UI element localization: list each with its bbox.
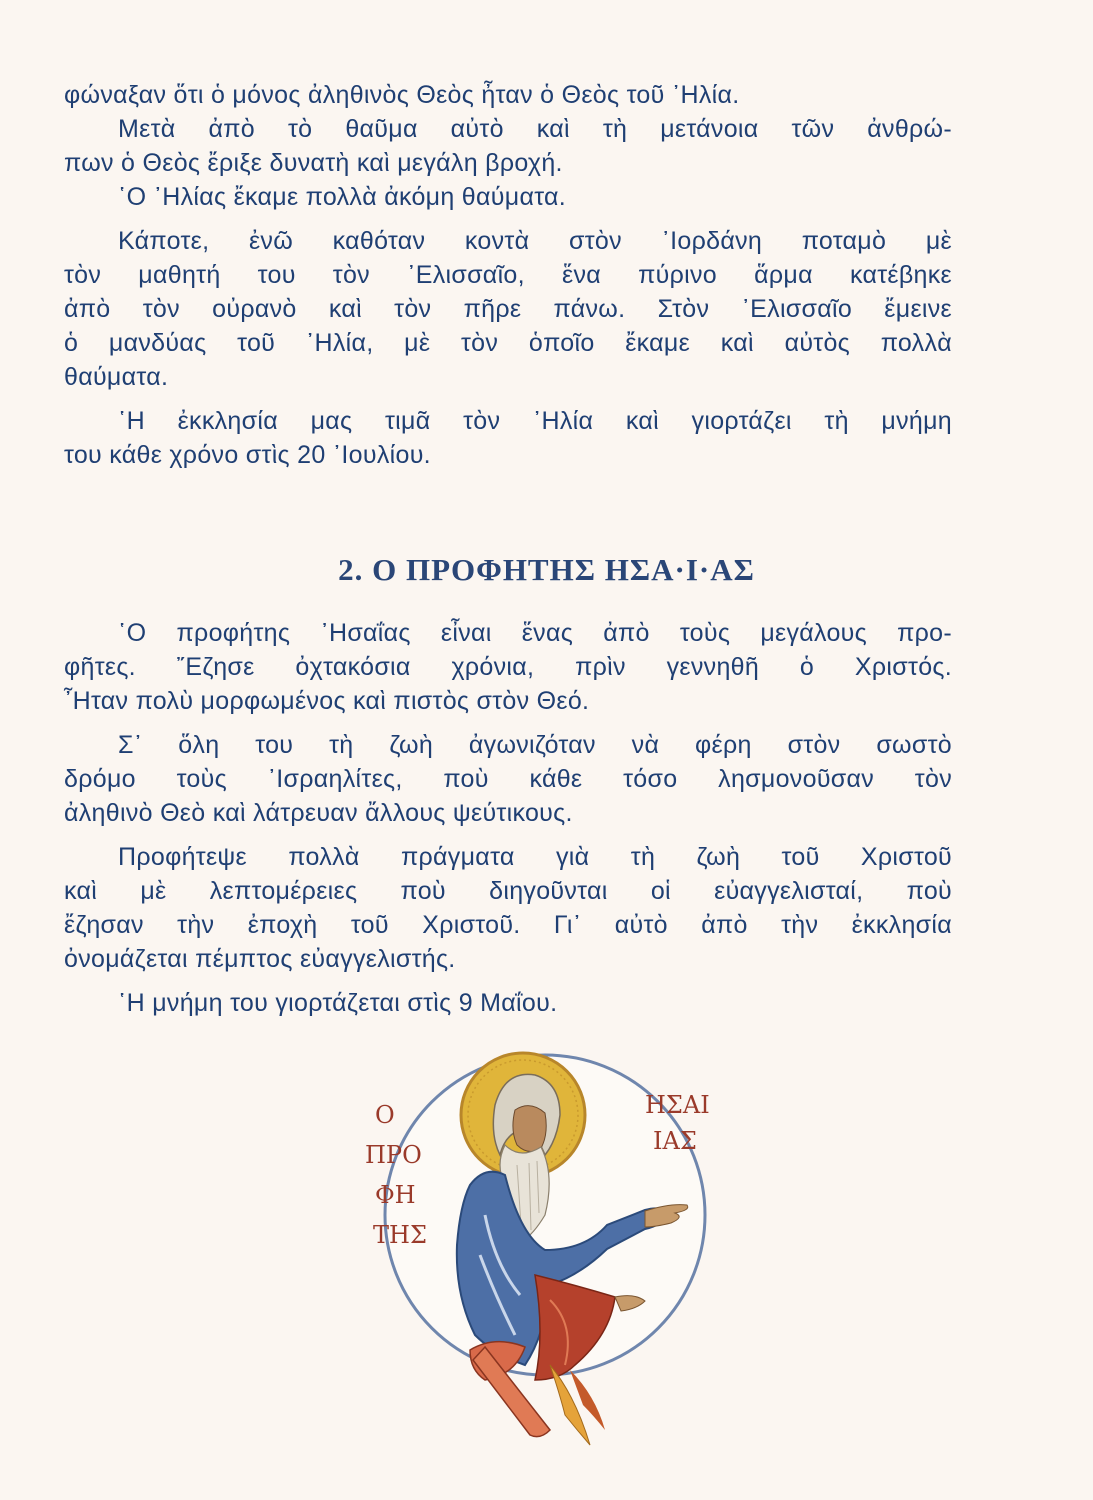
text-line: ῏Ηταν πολὺ μορφωμένος καὶ πιστὸς στὸν Θεό.	[64, 687, 590, 715]
text-line: τὸν μαθητή του τὸν ᾿Ελισσαῖο, ἕνα πύρινο ἅρμα κατέβηκε	[64, 261, 952, 289]
text-line: φώναξαν ὅτι ὁ μόνος ἀληθινὸς Θεὸς ἦταν ὁ Θεὸς τοῦ ᾿Ηλία.	[64, 81, 740, 109]
text-line: ὁ μανδύας τοῦ ᾿Ηλία, μὲ τὸν ὁποῖο ἔκαμε καὶ αὐτὸς πολλὰ	[64, 329, 952, 357]
text-line: πων ὁ Θεὸς ἔριξε δυνατὴ καὶ μεγάλη βροχή.	[64, 149, 563, 177]
inscription-letter: ΙΑΣ	[653, 1127, 697, 1155]
prophet-icon-illustration	[345, 1035, 745, 1465]
inscription-letter: ΤΗΣ	[373, 1221, 427, 1249]
text-line: καὶ μὲ λεπτομέρειες ποὺ διηγοῦνται οἱ εὐαγγελισταί, ποὺ	[64, 877, 952, 905]
text-line: θαύματα.	[64, 363, 169, 391]
text-line: ἀληθινὸ Θεὸ καὶ λάτρευαν ἄλλους ψεύτικους.	[64, 799, 573, 827]
text-line: Προφήτεψε πολλὰ πράγματα γιὰ τὴ ζωὴ τοῦ Χριστοῦ	[118, 843, 952, 871]
text-line: ὀνομάζεται πέμπτος εὐαγγελιστής.	[64, 945, 456, 973]
text-line: φῆτες. ῎Εζησε ὀχτακόσια χρόνια, πρὶν γεννηθῆ ὁ Χριστός.	[64, 653, 952, 681]
inscription-letter: ΦΗ	[375, 1181, 416, 1209]
text-line: δρόμο τοὺς ᾿Ισραηλίτες, ποὺ κάθε τόσο λησμονοῦσαν τὸν	[64, 765, 952, 793]
text-line: Μετὰ ἀπὸ τὸ θαῦμα αὐτὸ καὶ τὴ μετάνοια τῶν ἀνθρώ-	[118, 115, 952, 143]
section-heading: 2. Ο ΠΡΟΦΗΤΗΣ ΗΣΑ·Ι·ΑΣ	[338, 552, 755, 587]
inscription-letter: ΗΣΑΙ	[645, 1091, 710, 1119]
text-line: ῾Ο προφήτης ᾿Ησαΐας εἶναι ἕνας ἀπὸ τοὺς μεγάλους προ-	[118, 619, 952, 647]
text-line: ῾Η μνήμη του γιορτάζεται στὶς 9 Μαΐου.	[118, 989, 558, 1017]
text-line: ἀπὸ τὸν οὐρανὸ καὶ τὸν πῆρε πάνω. Στὸν ᾿Ελισσαῖο ἔμεινε	[64, 295, 952, 323]
text-line: ῾Η ἐκκλησία μας τιμᾶ τὸν ᾿Ηλία καὶ γιορτάζει τὴ μνήμη	[118, 407, 952, 435]
inscription-letter: ΠΡΟ	[365, 1141, 422, 1169]
text-line: ῾Ο ᾿Ηλίας ἔκαμε πολλὰ ἀκόμη θαύματα.	[118, 183, 567, 211]
prophet-icon	[345, 1035, 745, 1465]
text-line: του κάθε χρόνο στὶς 20 ᾿Ιουλίου.	[64, 441, 431, 469]
text-line: ἔζησαν τὴν ἐποχὴ τοῦ Χριστοῦ. Γι᾿ αὐτὸ ἀπὸ τὴν ἐκκλησία	[64, 911, 952, 939]
text-line: Σ᾿ ὅλη του τὴ ζωὴ ἀγωνιζόταν νὰ φέρη στὸν σωστὸ	[118, 731, 952, 759]
text-line: Κάποτε, ἐνῶ καθόταν κοντὰ στὸν ᾿Ιορδάνη ποταμὸ μὲ	[118, 227, 952, 255]
inscription-letter: Ο	[375, 1101, 395, 1129]
